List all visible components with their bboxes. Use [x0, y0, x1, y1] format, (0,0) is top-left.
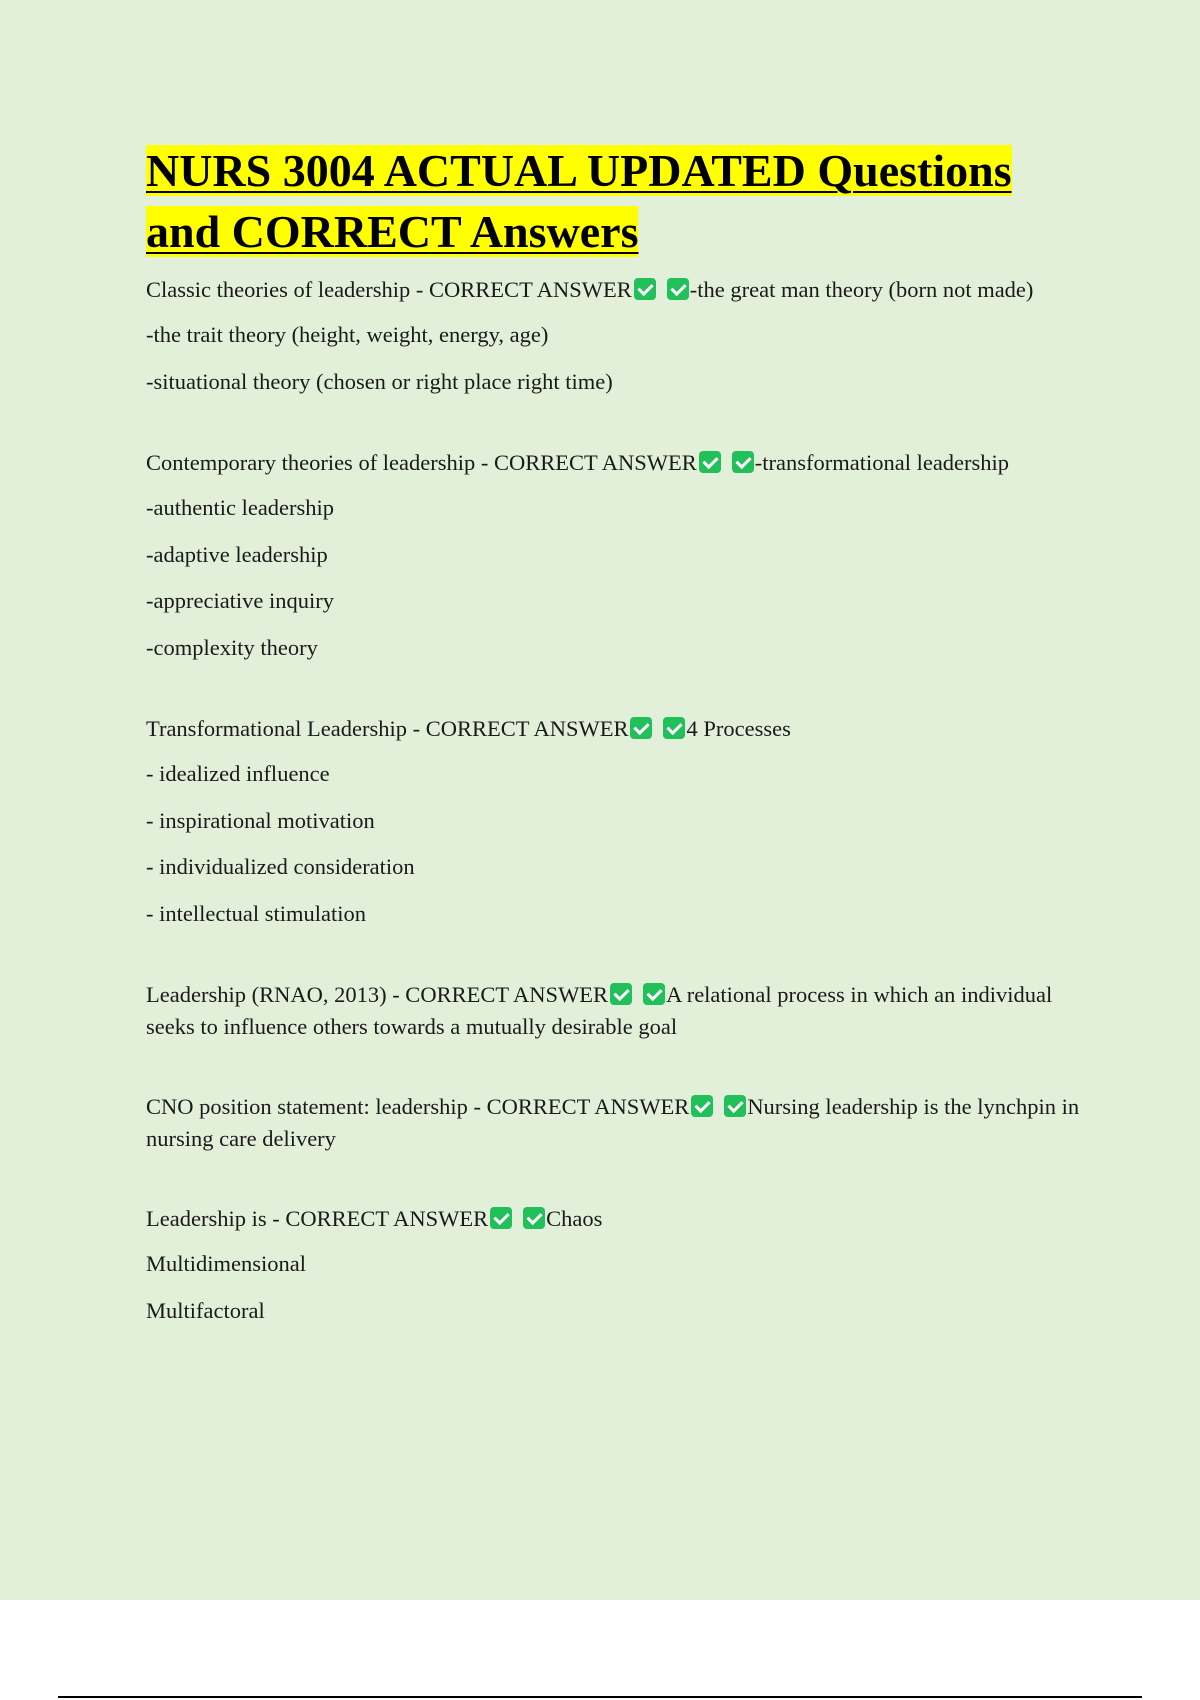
answer-text: -transformational leadership: [754, 450, 1010, 475]
answer-line: - intellectual stimulation: [146, 900, 366, 926]
check-icon: [691, 1095, 713, 1117]
answer-text: A relational process in which an individual seeks to influence others towards a mutually desirable goal: [146, 982, 1053, 1039]
qa-item-3: [146, 713, 1086, 931]
question-text: CNO position statement: leadership - CORRECT ANSWER: [146, 1094, 690, 1119]
answer-text: Chaos: [546, 1206, 603, 1231]
answer-line: -complexity theory: [146, 634, 318, 660]
answer-line: -authentic leadership: [146, 495, 335, 520]
qa-item-4: [146, 979, 1086, 1043]
question-text: Classic theories of leadership - CORRECT ANSWER: [146, 277, 632, 302]
qa-entry: [146, 713, 1086, 745]
answer-line: -the trait theory (height, weight, energy, age): [146, 322, 549, 347]
qa-entry: [146, 979, 1086, 1043]
check-icon: [699, 451, 721, 473]
qa-entry: [146, 1203, 1086, 1235]
check-icon: [724, 1095, 746, 1117]
footer-rule: [58, 1696, 1142, 1698]
check-icon: [630, 717, 652, 739]
answer-line: Multifactoral: [146, 1297, 265, 1323]
check-icon: [663, 717, 685, 739]
check-icon: [610, 983, 632, 1005]
qa-item-5: [146, 1091, 1086, 1155]
answer-text: 4 Processes: [686, 716, 791, 741]
document-content: [146, 140, 1086, 1376]
qa-item-2: [146, 447, 1086, 665]
answer-line: Multidimensional: [146, 1251, 306, 1276]
document-title: [146, 140, 1086, 262]
check-icon: [634, 278, 656, 300]
answer-line: - individualized consideration: [146, 854, 415, 879]
qa-entry: [146, 1091, 1086, 1155]
question-text: Leadership is - CORRECT ANSWER: [146, 1206, 489, 1231]
answer-text: -the great man theory (born not made): [689, 277, 1034, 302]
qa-item-6: [146, 1203, 1086, 1328]
answer-line: - inspirational motivation: [146, 807, 375, 833]
question-text: Contemporary theories of leadership - CORRECT ANSWER: [146, 450, 697, 475]
qa-entry: [146, 274, 1086, 306]
check-icon: [643, 983, 665, 1005]
check-icon: [667, 278, 689, 300]
question-text: Leadership (RNAO, 2013) - CORRECT ANSWER: [146, 982, 609, 1007]
answer-line: -appreciative inquiry: [146, 588, 335, 613]
answer-line: -adaptive leadership: [146, 541, 328, 567]
qa-entry: [146, 447, 1086, 479]
answer-line: -situational theory (chosen or right place right time): [146, 368, 613, 394]
answer-text: Nursing leadership is the lynchpin in nursing care delivery: [146, 1094, 1080, 1151]
check-icon: [523, 1207, 545, 1229]
check-icon: [490, 1207, 512, 1229]
check-icon: [732, 451, 754, 473]
title-highlight: NURS 3004 ACTUAL UPDATED Questions and CORRECT Answers: [146, 145, 1012, 257]
question-text: Transformational Leadership - CORRECT ANSWER: [146, 716, 629, 741]
answer-line: - idealized influence: [146, 761, 330, 786]
qa-item-1: [146, 274, 1086, 399]
